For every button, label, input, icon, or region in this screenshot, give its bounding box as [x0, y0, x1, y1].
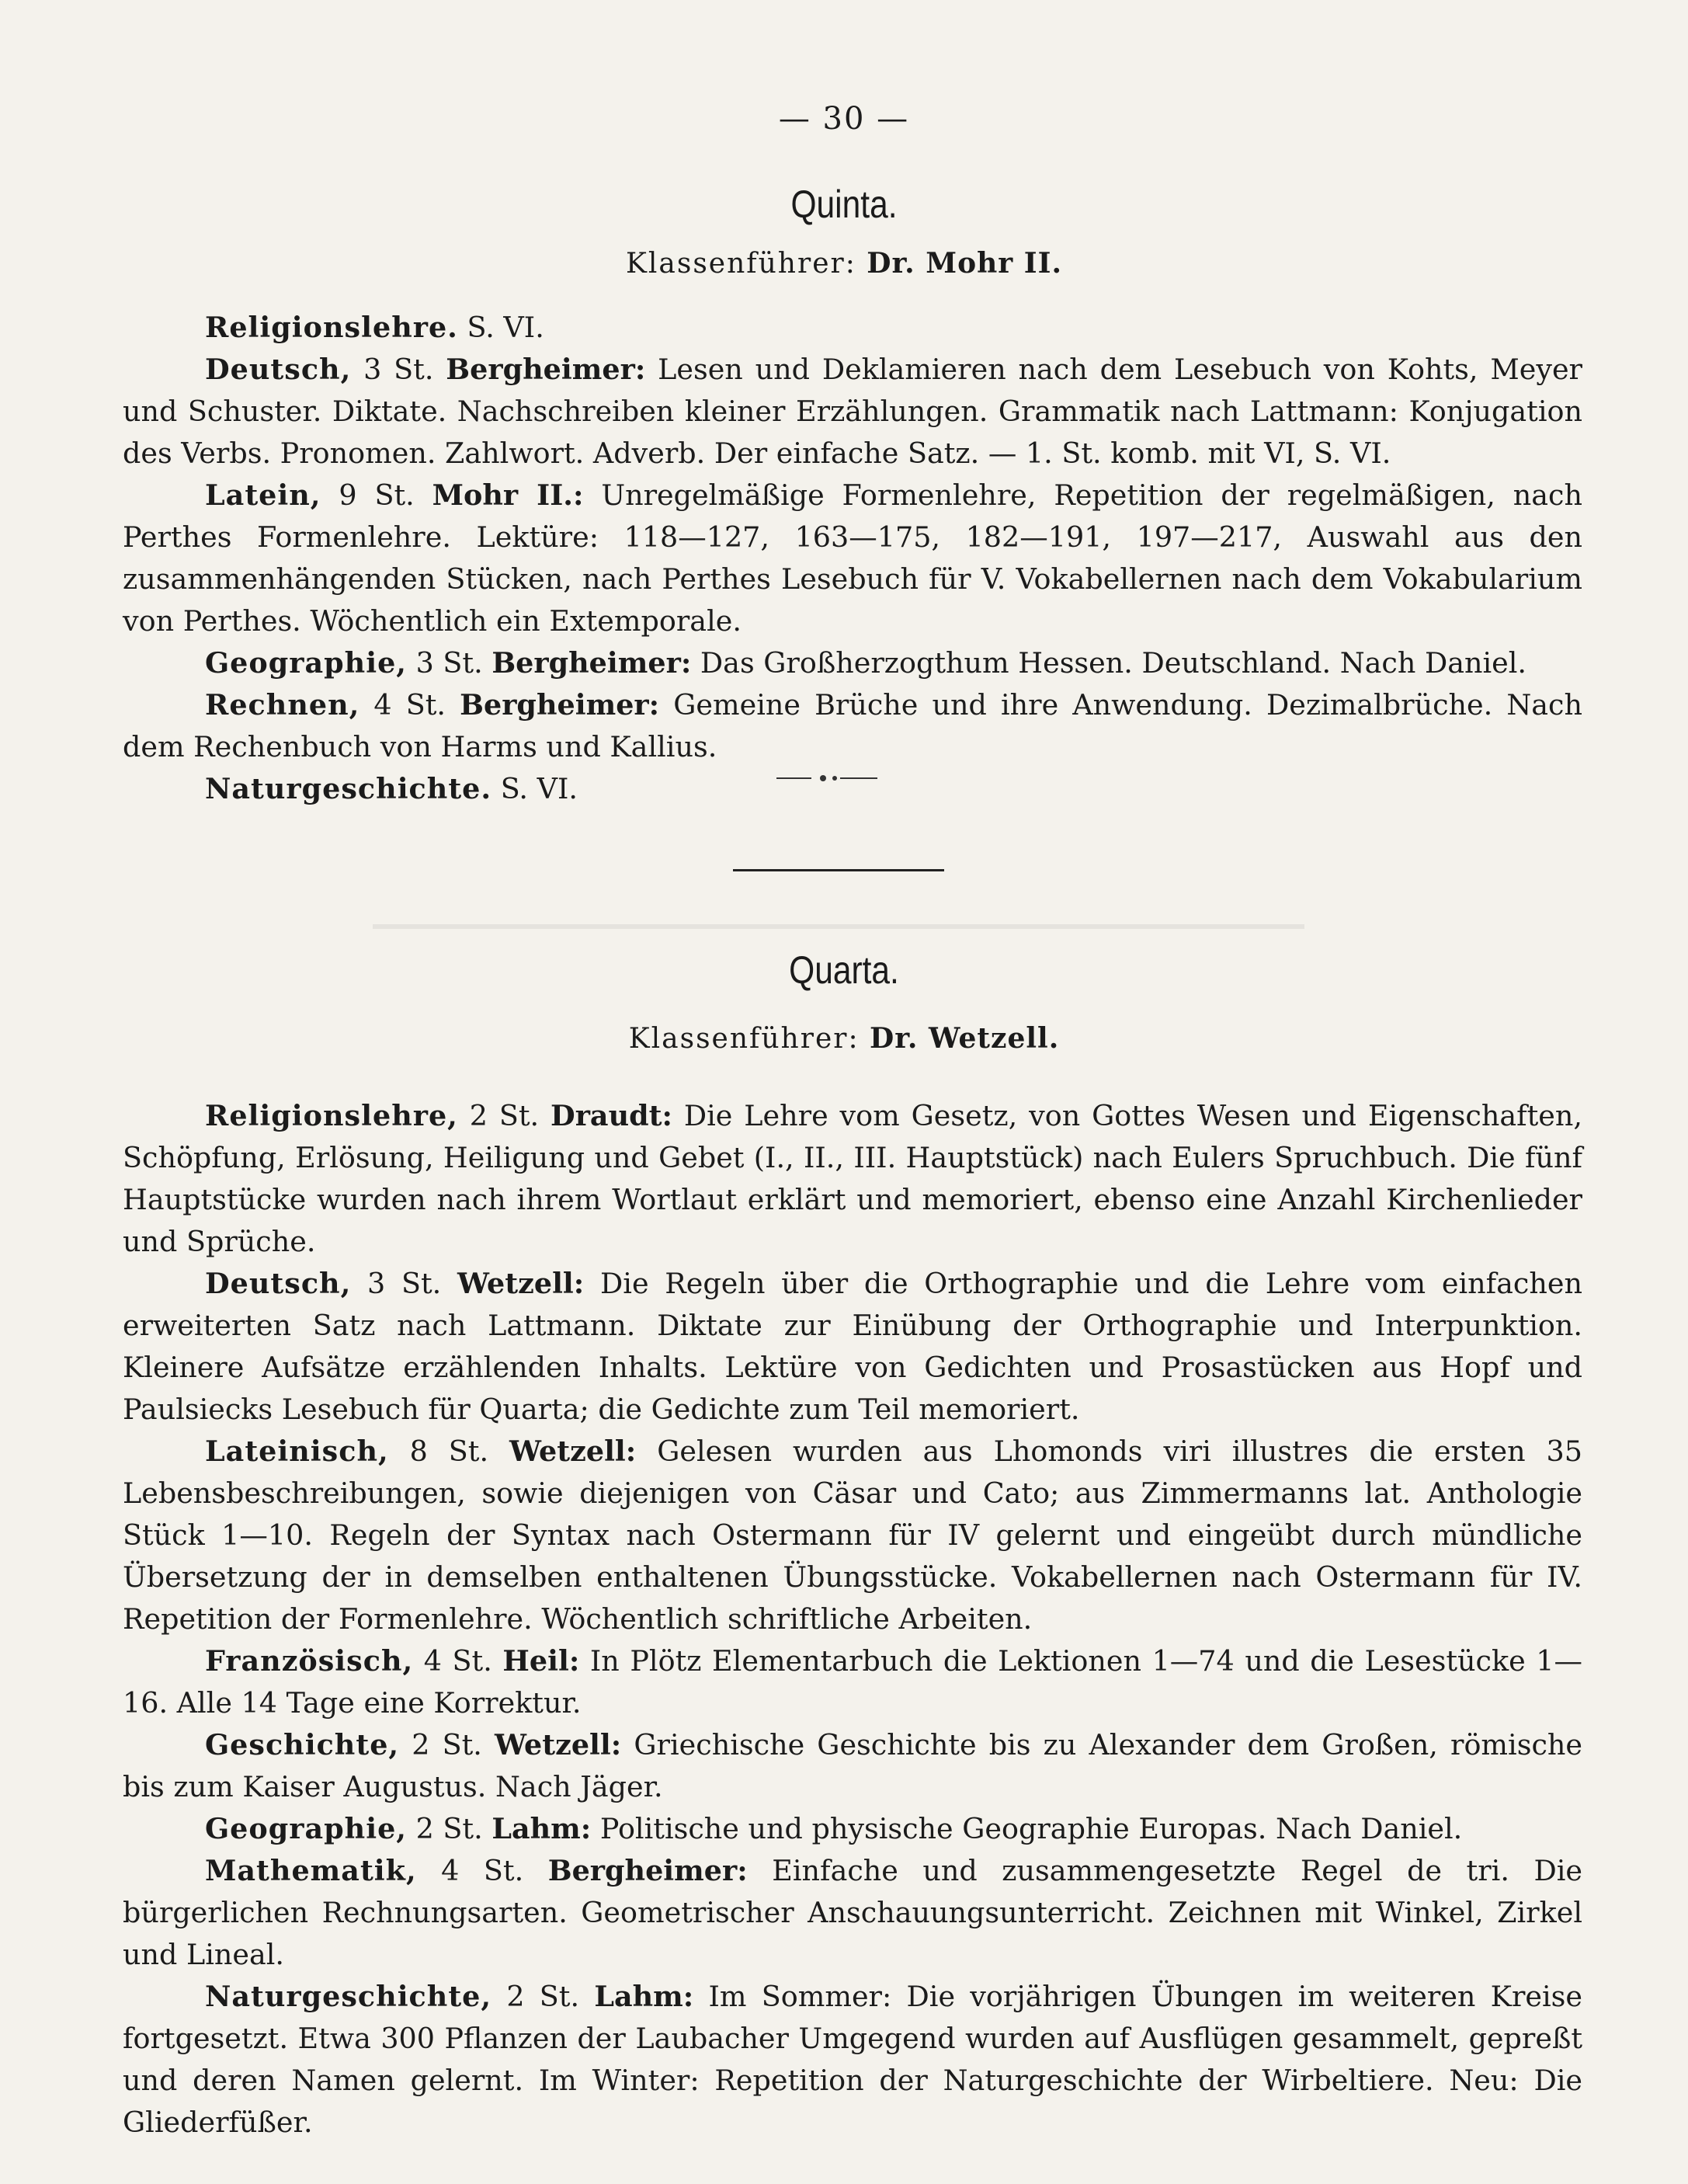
subject-name: Naturgeschichte, — [205, 1980, 492, 2013]
subject-paragraph — [123, 349, 1582, 475]
subject-name: Naturgeschichte. — [205, 772, 492, 805]
subject-name: Rechnen, — [205, 688, 360, 722]
subject-hours: 3 St. — [351, 353, 446, 386]
subject-name: Mathematik, — [205, 1854, 417, 1887]
subject-name: Lateinisch, — [205, 1435, 389, 1468]
subject-hours: 4 St. — [413, 1644, 503, 1678]
subject-paragraph — [123, 1095, 1582, 1263]
subject-name: Geographie, — [205, 646, 407, 680]
subject-name: Geographie, — [205, 1812, 407, 1845]
subject-hours: 2 St. — [457, 1099, 551, 1132]
subject-text: Griechische Geschichte bis zu Alexander dem Großen, römische bis zum Kaiser Augustus. Nach Jäger. — [123, 1728, 1583, 1803]
subject-text: Politische und physische Geographie Europas. Nach Daniel. — [591, 1812, 1463, 1845]
subject-hours: 2 St. — [491, 1980, 595, 2013]
subject-hours: 8 St. — [388, 1435, 510, 1468]
teacher-name: Bergheimer: — [446, 353, 646, 386]
ornament-divider — [769, 770, 893, 786]
subject-paragraph — [123, 1808, 1582, 1850]
teacher-name: Wetzell: — [495, 1728, 622, 1761]
class-leader-label: Klassenführer: — [628, 1023, 860, 1055]
subject-text: Das Großherzogthum Hessen. Deutschland. Nach Daniel. — [691, 646, 1527, 680]
section-body-quinta — [123, 307, 1582, 810]
subject-name: Französisch, — [205, 1644, 414, 1678]
subject-text: S. VI. — [457, 311, 544, 344]
teacher-name: Bergheimer: — [460, 688, 660, 722]
section-rule — [733, 869, 944, 871]
teacher-name: Draudt: — [551, 1099, 672, 1132]
subject-paragraph — [123, 642, 1582, 684]
subject-text: Die Lehre vom Gesetz, von Gottes Wesen und Eigenschaften, Schöpfung, Erlösung, Heiligung und Gebet (I., II., III. Hauptstück) nach Eulers Spruchbuch. Die fünf Hauptstücke wurden nach ihrem Wortlaut erklärt und memoriert, ebenso eine Anzahl Kirchenlieder und Sprüche. — [123, 1099, 1582, 1258]
teacher-name: Lahm: — [491, 1812, 592, 1845]
subject-text: Gelesen wurden aus Lhomonds viri illustres die ersten 35 Lebensbeschreibungen, sowie diejenigen von Cäsar und Cato; aus Zimmermanns lat. Anthologie Stück 1—10. Regeln der Syntax nach Ostermann für IV gelernt und eingeübt durch mündliche Übersetzung der in demselben enthaltenen Übungsstücke. Vokabellernen nach Ostermann für IV. Repetition der Formenlehre. Wöchentlich schriftliche Arbeiten. — [123, 1435, 1582, 1636]
teacher-name: Mohr II.: — [432, 478, 584, 512]
subject-text: Die Regeln über die Orthographie und die Lehre vom einfachen erweiterten Satz nach Lattmann. Diktate zur Einübung der Orthographie und Interpunktion. Kleinere Aufsätze erzählenden Inhalts. Lektüre von Gedichten und Prosastücken aus Hopf und Paulsiecks Lesebuch für Quarta; die Gedichte zum Teil memoriert. — [123, 1267, 1582, 1426]
subject-text: Unregelmäßige Formenlehre, Repetition der regelmäßigen, nach Perthes Formenlehre. Lektüre: 118—127, 163—175, 182—191, 197—217, Auswahl aus den zusammenhängenden Stücken, nach Perthes Lesebuch für V. Vokabellernen nach dem Vokabularium von Perthes. Wöchentlich ein Extemporale. — [123, 478, 1582, 638]
section-body-quarta — [123, 1095, 1582, 2144]
teacher-name: Lahm: — [594, 1980, 694, 2013]
subject-name: Latein, — [205, 478, 321, 512]
subject-hours: 2 St. — [399, 1728, 495, 1761]
teacher-name: Heil: — [502, 1644, 580, 1678]
class-leader-name: Dr. Mohr II. — [867, 247, 1062, 280]
teacher-name: Bergheimer: — [547, 1854, 748, 1887]
subject-paragraph — [123, 1640, 1582, 1724]
subject-text: Im Sommer: Die vorjährigen Übungen im weiteren Kreise fortgesetzt. Etwa 300 Pflanzen der Laubacher Umgegend wurden auf Ausflügen gesammelt, gepreßt und deren Namen gelernt. Im Winter: Repetition der Naturgeschichte der Wirbeltiere. Neu: Die Gliederfüßer. — [123, 1980, 1582, 2139]
subject-paragraph — [123, 1431, 1582, 1640]
subject-name: Religionslehre. — [205, 311, 458, 344]
subject-name: Geschichte, — [205, 1728, 400, 1761]
subject-paragraph — [123, 1850, 1582, 1976]
section-title-quarta: Quarta. — [789, 948, 899, 992]
teacher-name: Wetzell: — [509, 1435, 637, 1468]
class-leader-quarta — [0, 1022, 1688, 1055]
subject-hours: 2 St. — [407, 1812, 492, 1845]
subject-text: Gemeine Brüche und ihre Anwendung. Dezimalbrüche. Nach dem Rechenbuch von Harms und Kallius. — [123, 688, 1582, 763]
subject-name: Deutsch, — [205, 353, 352, 386]
subject-paragraph — [123, 1976, 1582, 2144]
subject-text: S. VI. — [491, 772, 578, 805]
subject-hours: 9 St. — [321, 478, 432, 512]
subject-paragraph — [123, 1263, 1582, 1431]
subject-paragraph — [123, 475, 1582, 642]
subject-text: Einfache und zusammengesetzte Regel de tri. Die bürgerlichen Rechnungsarten. Geometrischer Anschauungsunterricht. Zeichnen mit Winkel, Zirkel und Lineal. — [123, 1854, 1582, 1971]
bleed-through-shadow — [295, 893, 1382, 929]
subject-hours: 3 St. — [351, 1267, 458, 1300]
section-title-quinta: Quinta. — [790, 183, 898, 226]
subject-hours: 4 St. — [416, 1854, 548, 1887]
subject-text: In Plötz Elementarbuch die Lektionen 1—74 und die Lesestücke 1—16. Alle 14 Tage eine Korrektur. — [123, 1644, 1582, 1720]
subject-paragraph — [123, 307, 1582, 349]
teacher-name: Wetzell: — [457, 1267, 585, 1300]
class-leader-quinta — [0, 247, 1688, 280]
subject-name: Religionslehre, — [205, 1099, 458, 1132]
class-leader-label: Klassenführer: — [625, 248, 856, 280]
subject-paragraph — [123, 1724, 1582, 1808]
subject-text: Lesen und Deklamieren nach dem Lesebuch von Kohts, Meyer und Schuster. Diktate. Nachschreiben kleiner Erzählungen. Grammatik nach Lattmann: Konjugation des Verbs. Pronomen. Zahlwort. Adverb. Der einfache Satz. — 1. St. komb. mit VI, S. VI. — [123, 353, 1582, 470]
subject-hours: 4 St. — [359, 688, 460, 722]
page-number: — 30 — — [778, 101, 910, 137]
subject-paragraph — [123, 684, 1582, 768]
subject-hours: 3 St. — [407, 646, 492, 680]
class-leader-name: Dr. Wetzell. — [870, 1022, 1060, 1055]
teacher-name: Bergheimer: — [491, 646, 692, 680]
subject-name: Deutsch, — [205, 1267, 352, 1300]
